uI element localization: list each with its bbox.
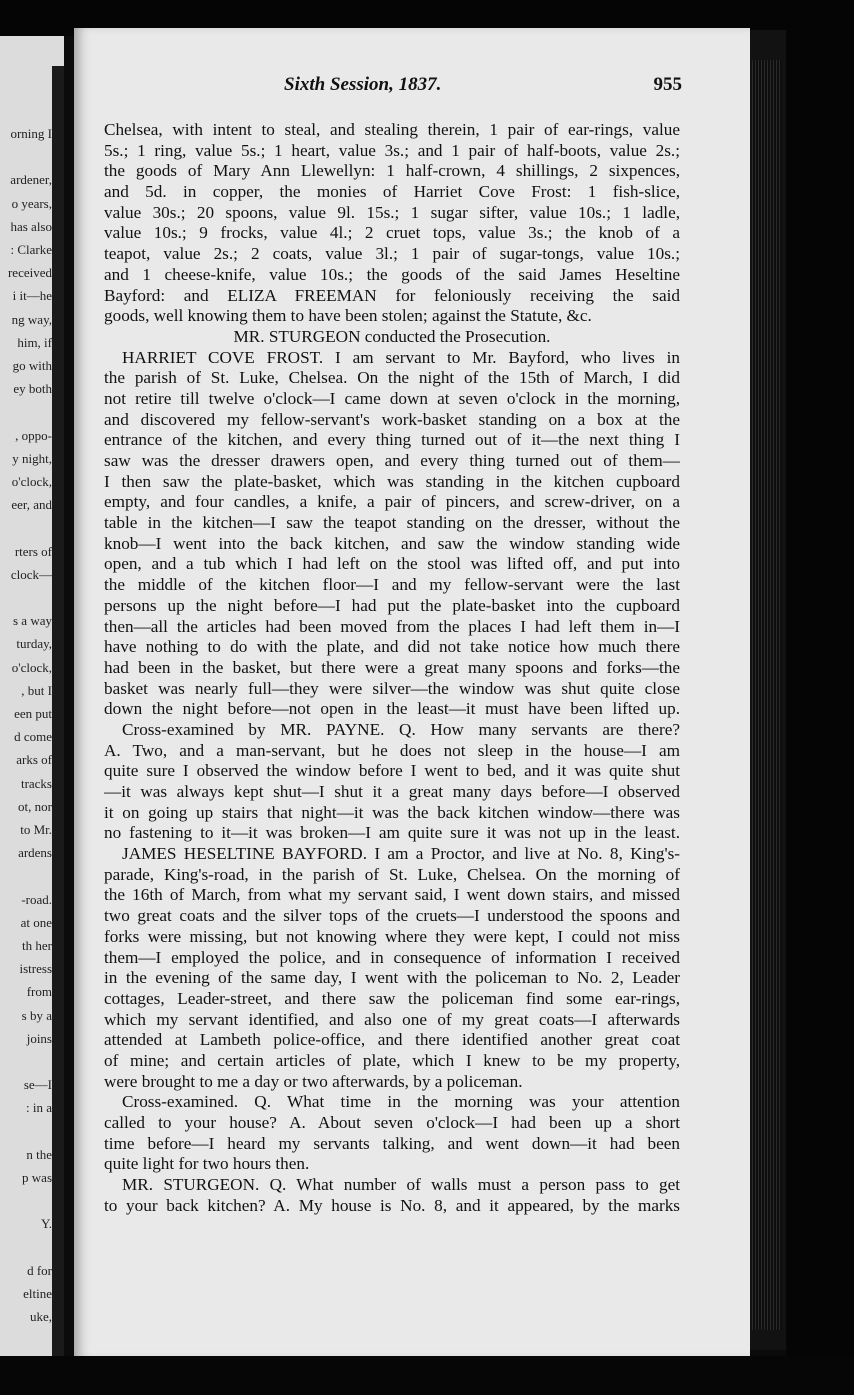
left-page-fragment: , oppo-: [15, 427, 52, 443]
text-line: have nothing to do with the plate, and did not take notice how much there: [104, 637, 680, 657]
text-line: persons up the night before—I had put the plate-basket into the cupboard: [104, 595, 680, 615]
text-line: to your back kitchen? A. My house is No. 8, and it appeared, by the marks: [104, 1195, 680, 1215]
text-line: goods, well knowing them to have been stolen; against the Statute, &c.: [104, 306, 592, 326]
running-header: [74, 74, 682, 100]
left-page-fragment: eer, and: [11, 497, 52, 513]
left-page-fragment: s by a: [21, 1007, 52, 1023]
left-page-fragment: o years,: [11, 195, 52, 211]
left-page-fragment: clock—: [10, 566, 52, 582]
text-line: called to your house? A. About seven o'clock—I had been up a short: [104, 1113, 680, 1132]
text-line: no fastening to it—it was broken—I am quite sure it was not up in the least.: [104, 823, 680, 843]
left-page-fragment: ng way,: [11, 311, 52, 327]
text-line: Bayford: and ELIZA FREEMAN for feloniously receiving the said: [104, 285, 680, 305]
left-page-fragment: n the: [26, 1146, 52, 1162]
left-page-fragment: at one: [20, 914, 52, 930]
text-line: table in the kitchen—I saw the teapot standing on the dresser, without the: [104, 513, 680, 533]
text-line: not retire till twelve o'clock—I came down at seven o'clock in the morning,: [104, 388, 680, 408]
text-line: in the evening of the same day, I went with the policeman to No. 2, Leader: [104, 968, 680, 988]
text-line: parade, King's-road, in the parish of St. Luke, Chelsea. On the morning of: [104, 864, 680, 884]
left-page-fragment: eltine: [23, 1286, 52, 1301]
text-line: forks were missing, but not knowing where they were kept, I could not miss: [104, 926, 680, 946]
page-number: 955: [653, 74, 682, 95]
text-line: and discovered my fellow-servant's work-basket standing on a box at the: [104, 409, 680, 429]
text-line: it on going up stairs that night—it was the back kitchen window—there was: [104, 802, 680, 822]
text-line: HARRIET COVE FROST. I am servant to Mr. Bayford, who lives in: [122, 347, 680, 367]
left-page-fragment: , but I: [21, 682, 52, 698]
text-line: saw was the dresser drawers open, and every thing turned out of them—: [104, 451, 680, 470]
left-page-fragment: to Mr.: [20, 822, 52, 837]
text-line: of mine; and certain articles of plate, which I knew to be my property,: [104, 1050, 680, 1070]
text-line: attended at Lambeth police-office, and there identified another great coat: [104, 1030, 680, 1050]
text-line: cottages, Leader-street, and there saw the policeman find some ear-rings,: [104, 988, 680, 1008]
text-line: two great coats and the silver tops of the cruets—I understood the spoons and: [104, 906, 680, 926]
left-page-fragment: : Clarke: [10, 242, 52, 257]
text-line: value 30s.; 20 spoons, value 9l. 15s.; 1 sugar sifter, value 10s.; 1 ladle,: [104, 202, 680, 222]
left-page-fragment: tracks: [20, 775, 52, 791]
text-line: value 10s.; 9 frocks, value 4l.; 2 cruet tops, value 3s.; the knob of a: [104, 223, 680, 243]
page-title: Sixth Session, 1837.: [284, 74, 442, 95]
left-gutter-shadow: [52, 66, 64, 1356]
text-line: then—all the articles had been moved from the places I had left them in—I: [104, 616, 680, 636]
left-page-fragment: se—I: [23, 1077, 52, 1093]
left-page-fragment: uke,: [29, 1309, 52, 1325]
left-page-fragment: from: [26, 984, 52, 1000]
left-page-fragment: joins: [26, 1030, 52, 1046]
scan-bottom-border: [0, 1356, 854, 1395]
left-page-fragment: s a way: [13, 613, 52, 629]
left-page-fragment: istress: [19, 961, 52, 977]
left-page-fragment: ardens: [18, 845, 52, 861]
text-line: time before—I heard my servants talking, and went down—it had been: [104, 1133, 680, 1153]
text-line: Cross-examined. Q. What time in the morning was your attention: [122, 1092, 680, 1112]
text-line: MR. STURGEON conducted the Prosecution.: [233, 326, 551, 346]
left-page-fragment: -road.: [21, 891, 52, 907]
text-line: I then saw the plate-basket, which was standing in the kitchen cupboard: [104, 471, 680, 491]
left-page-fragment: i it—he: [12, 288, 52, 304]
left-page-fragment: rters of: [14, 543, 52, 559]
text-line: A. Two, and a man-servant, but he does not sleep in the house—I am: [104, 740, 680, 760]
left-page-fragment: : in a: [26, 1100, 52, 1116]
text-line: Cross-examined by MR. PAYNE. Q. How many servants are there?: [122, 719, 680, 739]
text-line: MR. STURGEON. Q. What number of walls must a person pass to get: [122, 1175, 680, 1195]
text-line: Chelsea, with intent to steal, and stealing therein, 1 pair of ear-rings, value: [104, 120, 680, 139]
left-page-fragment: ey both: [13, 381, 52, 397]
text-line: them—I employed the police, and in consequence of information I received: [104, 947, 680, 967]
left-page-fragment: p was: [22, 1170, 52, 1185]
left-page-fragment: Y.: [41, 1216, 52, 1232]
text-line: the goods of Mary Ann Llewellyn: 1 half-crown, 4 shillings, 2 sixpences,: [104, 161, 680, 181]
text-line: quite sure I observed the window before I went to bed, and it was quite shut: [104, 761, 680, 781]
text-line: entrance of the kitchen, and every thing turned out of it—the next thing I: [104, 430, 680, 450]
left-page-fragment: arks of: [16, 752, 52, 768]
left-page-fragment: go with: [12, 358, 52, 373]
text-line: quite light for two hours then.: [104, 1154, 310, 1174]
left-page-fragment: ot, nor: [18, 798, 52, 814]
text-line: empty, and four candles, a knife, a pair of pincers, and screw-driver, on a: [104, 492, 680, 512]
left-page-fragment: has also: [10, 218, 52, 234]
left-page-fragment: een put: [14, 706, 52, 721]
text-line: knob—I went into the back kitchen, and saw the window standing wide: [104, 533, 680, 553]
text-line: had been in the basket, but there were a great many spoons and forks—the: [104, 657, 680, 677]
left-page-fragment: d come: [14, 729, 52, 745]
text-line: —it was always kept shut—I shut it a great many days before—I observed: [104, 782, 680, 801]
text-line: open, and a tub which I had left on the stool was lifted off, and put into: [104, 554, 680, 574]
left-page-fragment: o'clock,: [11, 659, 52, 675]
page-edge-lines: [752, 60, 782, 1330]
text-line: and 1 cheese-knife, value 10s.; the goods of the said James Heseltine: [104, 264, 680, 284]
text-line: down the night before—not open in the least—it must have been lifted up.: [104, 699, 680, 719]
text-line: were brought to me a day or two afterwards, by a policeman.: [104, 1071, 523, 1091]
text-line: basket was nearly full—they were silver—the window was shut quite close: [104, 678, 680, 698]
left-page-fragment: orning I: [10, 126, 52, 141]
text-line: the middle of the kitchen floor—I and my fellow-servant were the last: [104, 575, 680, 595]
left-page-fragment: o'clock,: [11, 474, 52, 489]
text-line: which my servant identified, and also one of my great coats—I afterwards: [104, 1009, 680, 1029]
left-page-fragment: turday,: [16, 636, 52, 652]
text-line: the parish of St. Luke, Chelsea. On the night of the 15th of March, I did: [104, 368, 680, 388]
left-page-fragment: th her: [22, 938, 52, 953]
left-page-fragment: ardener,: [10, 172, 52, 188]
text-line: the 16th of March, from what my servant said, I went down stairs, and missed: [104, 885, 680, 905]
text-line: and 5d. in copper, the monies of Harriet Cove Frost: 1 fish-slice,: [104, 182, 680, 202]
text-line: 5s.; 1 ring, value 5s.; 1 heart, value 3s.; and 1 pair of half-boots, value 2s.;: [104, 140, 680, 160]
text-line: teapot, value 2s.; 2 coats, value 3l.; 1 pair of sugar-tongs, value 10s.;: [104, 244, 680, 264]
left-page-fragment: d for: [27, 1262, 52, 1278]
left-page-fragment: y night,: [12, 450, 52, 466]
text-line: JAMES HESELTINE BAYFORD. I am a Proctor, and live at No. 8, King's-: [122, 844, 680, 864]
left-page-fragment: received: [7, 265, 52, 281]
left-page-edge: [0, 36, 64, 1356]
scan-right-border: [786, 0, 854, 1395]
body-text: [104, 120, 680, 1216]
left-page-fragment: him, if: [17, 334, 52, 350]
